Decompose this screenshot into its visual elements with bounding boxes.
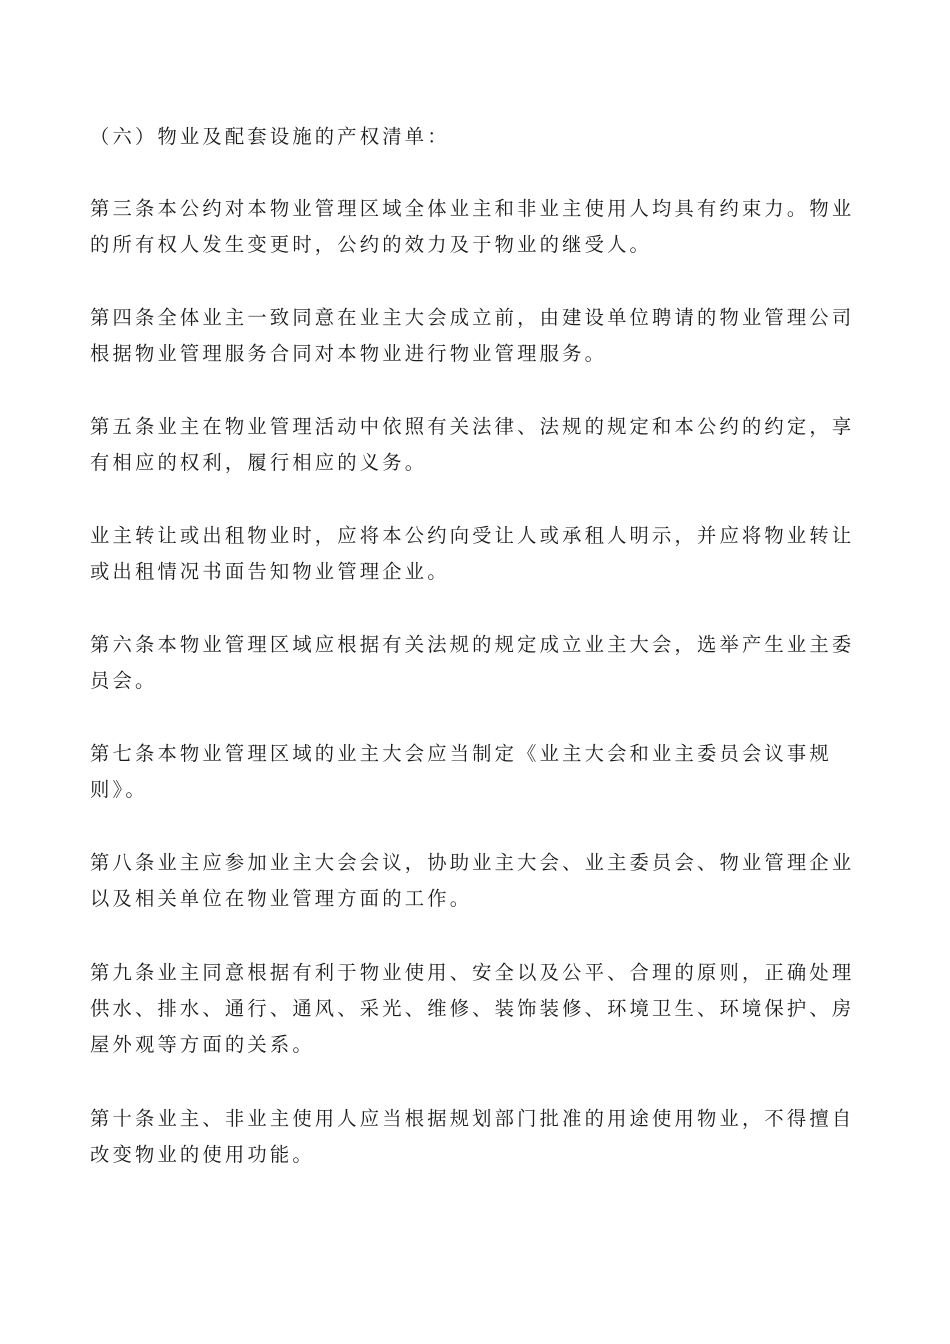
paragraph-line: 第四条全体业主一致同意在业主大会成立前，由建设单位聘请的物业管理公司 bbox=[90, 306, 855, 329]
paragraph-line: 第十条业主、非业主使用人应当根据规划部门批准的用途使用物业，不得擅自 bbox=[90, 1107, 855, 1130]
paragraph-line: 有相应的权利，履行相应的义务。 bbox=[90, 451, 428, 474]
paragraph-line: 或出租情况书面告知物业管理企业。 bbox=[90, 560, 450, 583]
paragraph-article-5 bbox=[90, 409, 862, 481]
paragraph-article-8 bbox=[90, 845, 862, 917]
paragraph-line: 根据物业管理服务合同对本物业进行物业管理服务。 bbox=[90, 342, 608, 365]
paragraph-article-7 bbox=[90, 736, 862, 808]
paragraph-line: 第三条本公约对本物业管理区域全体业主和非业主使用人均具有约束力。物业 bbox=[90, 197, 855, 220]
paragraph-line: （六）物业及配套设施的产权清单： bbox=[90, 125, 450, 148]
paragraph-line: 第七条本物业管理区域的业主大会应当制定《业主大会和业主委员会议事规 bbox=[90, 742, 832, 765]
paragraph-article-3 bbox=[90, 191, 862, 263]
paragraph-article-10 bbox=[90, 1101, 862, 1173]
paragraph-line: 第六条本物业管理区域应根据有关法规的规定成立业主大会，选举产生业主委 bbox=[90, 633, 855, 656]
paragraph-line: 员会。 bbox=[90, 669, 158, 692]
paragraph-article-4 bbox=[90, 300, 862, 372]
paragraph-line: 以及相关单位在物业管理方面的工作。 bbox=[90, 887, 473, 910]
paragraph-line: 第五条业主在物业管理活动中依照有关法律、法规的规定和本公约的约定，享 bbox=[90, 415, 855, 438]
paragraph-article-6 bbox=[90, 627, 862, 699]
paragraph-line: 供水、排水、通行、通风、采光、维修、装饰装修、环境卫生、环境保护、房 bbox=[90, 997, 855, 1020]
paragraph-line: 则》。 bbox=[90, 778, 148, 801]
paragraph-transfer-rental bbox=[90, 518, 862, 590]
paragraph-line: 改变物业的使用功能。 bbox=[90, 1143, 315, 1166]
paragraph-line: 的所有权人发生变更时，公约的效力及于物业的继受人。 bbox=[90, 233, 653, 256]
paragraph-line: 屋外观等方面的关系。 bbox=[90, 1033, 315, 1056]
paragraph-line: 业主转让或出租物业时，应将本公约向受让人或承租人明示，并应将物业转让 bbox=[90, 524, 855, 547]
paragraph-line: 第九条业主同意根据有利于物业使用、安全以及公平、合理的原则，正确处理 bbox=[90, 961, 855, 984]
paragraph-line: 第八条业主应参加业主大会会议，协助业主大会、业主委员会、物业管理企业 bbox=[90, 851, 855, 874]
paragraph-article-9 bbox=[90, 955, 862, 1063]
paragraph-property-list bbox=[90, 119, 862, 155]
